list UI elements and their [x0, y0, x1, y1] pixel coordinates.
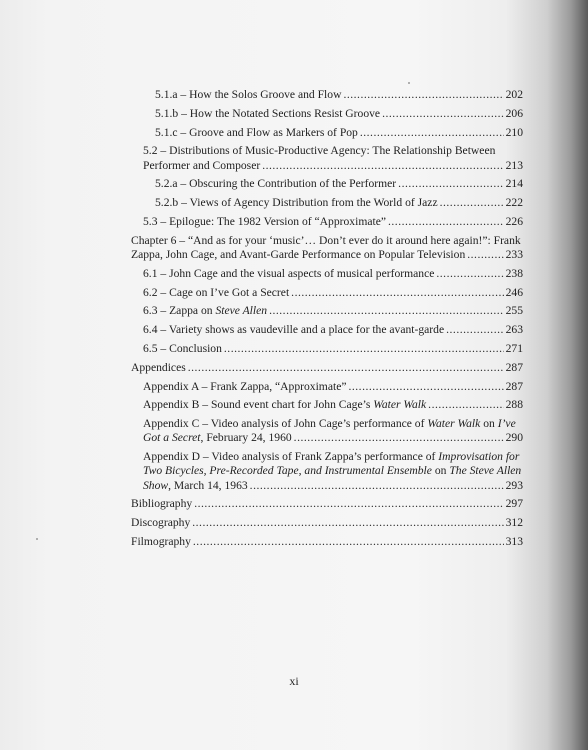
toc-entry — [143, 286, 523, 300]
toc-entry-title: 6.1 – John Cage and the visual aspects of musical performance — [143, 266, 435, 280]
toc-entry-title: 6.5 – Conclusion — [143, 341, 222, 355]
toc-entry-title: Performer and Composer — [143, 158, 261, 172]
toc-page-number: 226 — [505, 214, 523, 228]
toc-entry — [143, 215, 523, 229]
toc-entry — [143, 380, 523, 394]
toc-entry-title: Appendices — [131, 360, 186, 374]
paper-speck — [408, 82, 410, 84]
dot-leader — [291, 286, 503, 300]
toc-entry-title: 6.4 – Variety shows as vaudeville and a place for the avant-garde — [143, 323, 445, 337]
toc-entry-title: Discography — [131, 516, 191, 530]
toc-entry-title: 6.3 – Zappa on Steve Allen — [143, 304, 268, 318]
toc-entry — [143, 267, 523, 281]
dot-leader — [467, 248, 503, 262]
dot-leader — [348, 380, 503, 394]
toc-entry — [143, 417, 523, 445]
toc-page-number: 312 — [505, 516, 523, 530]
toc-page-number: 213 — [505, 158, 523, 172]
toc-entry — [143, 450, 523, 493]
toc-page-number: 263 — [505, 323, 523, 337]
toc-entry — [155, 107, 523, 121]
toc-page-number: 210 — [505, 125, 523, 139]
toc-page-number: 288 — [505, 398, 523, 412]
toc-entry-title: Appendix B – Sound event chart for John Cage’s Water Walk — [143, 398, 427, 412]
dot-leader — [446, 323, 503, 337]
dot-leader — [250, 479, 504, 493]
dot-leader — [194, 497, 503, 511]
toc-entry-title: 5.1.a – How the Solos Groove and Flow — [155, 88, 342, 101]
paper-speck — [36, 538, 38, 540]
toc-page-number: 222 — [505, 196, 523, 210]
toc-page-number: 287 — [505, 379, 523, 393]
dot-leader — [388, 215, 504, 229]
dot-leader — [192, 516, 503, 530]
toc-page-number: 293 — [505, 478, 523, 492]
toc-entry-lead: Appendix D – Video analysis of Frank Zappa’s performance of Improvisation for Two Bicycles, Pre-Recorded Tape, and Instrumental Ensemble on The Steve Allen — [143, 450, 522, 478]
toc-entry-title: Show, March 14, 1963 — [143, 478, 248, 492]
toc-entry — [143, 323, 523, 337]
dot-leader — [360, 126, 504, 140]
dot-leader — [269, 304, 504, 318]
dot-leader — [193, 535, 504, 549]
toc-page-number: 287 — [505, 360, 523, 374]
toc-entry-title: 5.2.a – Obscuring the Contribution of the Performer — [155, 177, 397, 191]
dot-leader — [398, 177, 503, 191]
toc-page-number: 206 — [505, 106, 523, 120]
toc-entry-title: 5.2.b – Views of Agency Distribution from the World of Jazz — [155, 196, 438, 210]
toc-entry-lead: 5.2 – Distributions of Music-Productive Agency: The Relationship Between — [143, 144, 496, 158]
toc-entry — [131, 361, 523, 375]
toc-page-number: 202 — [505, 88, 523, 101]
toc-entry — [155, 126, 523, 140]
toc-entry — [143, 398, 523, 412]
toc-entry-title: Filmography — [131, 534, 191, 548]
dot-leader — [188, 361, 504, 375]
toc-page-number: 313 — [505, 534, 523, 548]
toc-entry — [131, 497, 523, 511]
toc-page-number: 238 — [505, 266, 523, 280]
dot-leader — [343, 88, 503, 102]
toc-entry-title: Bibliography — [131, 497, 193, 511]
dot-leader — [382, 107, 504, 121]
dot-leader — [224, 342, 504, 356]
toc-entry — [143, 144, 523, 172]
toc-entry — [143, 304, 523, 318]
toc-entry-lead: Chapter 6 – “And as for your ‘music’… Don’t ever do it around here again!”: Frank — [131, 233, 521, 247]
toc-entry — [155, 177, 523, 191]
toc-page-number: 271 — [505, 341, 523, 355]
toc-entry — [143, 342, 523, 356]
toc-entry — [131, 234, 523, 262]
toc-entry-lead: Appendix C – Video analysis of John Cage’s performance of Water Walk on I’ve — [143, 417, 516, 431]
toc-page-number: 255 — [505, 304, 523, 318]
dot-leader — [440, 196, 504, 210]
toc-entry-title: 5.1.b – How the Notated Sections Resist Groove — [155, 106, 381, 120]
dot-leader — [262, 159, 503, 173]
dot-leader — [428, 398, 503, 412]
toc-entry-title: 5.1.c – Groove and Flow as Markers of Pop — [155, 125, 358, 139]
toc-page-number: 246 — [505, 285, 523, 299]
toc-page-number: 233 — [505, 247, 523, 261]
toc-entry-title: 5.3 – Epilogue: The 1982 Version of “Approximate” — [143, 214, 386, 228]
toc-entry-title: Got a Secret, February 24, 1960 — [143, 431, 292, 445]
toc-entry-title: 6.2 – Cage on I’ve Got a Secret — [143, 285, 290, 299]
toc-entry — [155, 88, 523, 102]
table-of-contents — [131, 88, 523, 549]
dot-leader — [436, 267, 503, 281]
toc-entry — [155, 196, 523, 210]
page-number: xi — [289, 674, 299, 688]
toc-entry-title: Appendix A – Frank Zappa, “Approximate” — [143, 379, 347, 393]
dot-leader — [294, 431, 504, 445]
toc-entry — [131, 535, 523, 549]
toc-page-number: 290 — [505, 431, 523, 445]
toc-entry-title: Zappa, John Cage, and Avant-Garde Performance on Popular Television — [131, 247, 466, 261]
toc-page-number: 297 — [505, 497, 523, 511]
toc-page-number: 214 — [505, 177, 523, 191]
toc-entry — [131, 516, 523, 530]
